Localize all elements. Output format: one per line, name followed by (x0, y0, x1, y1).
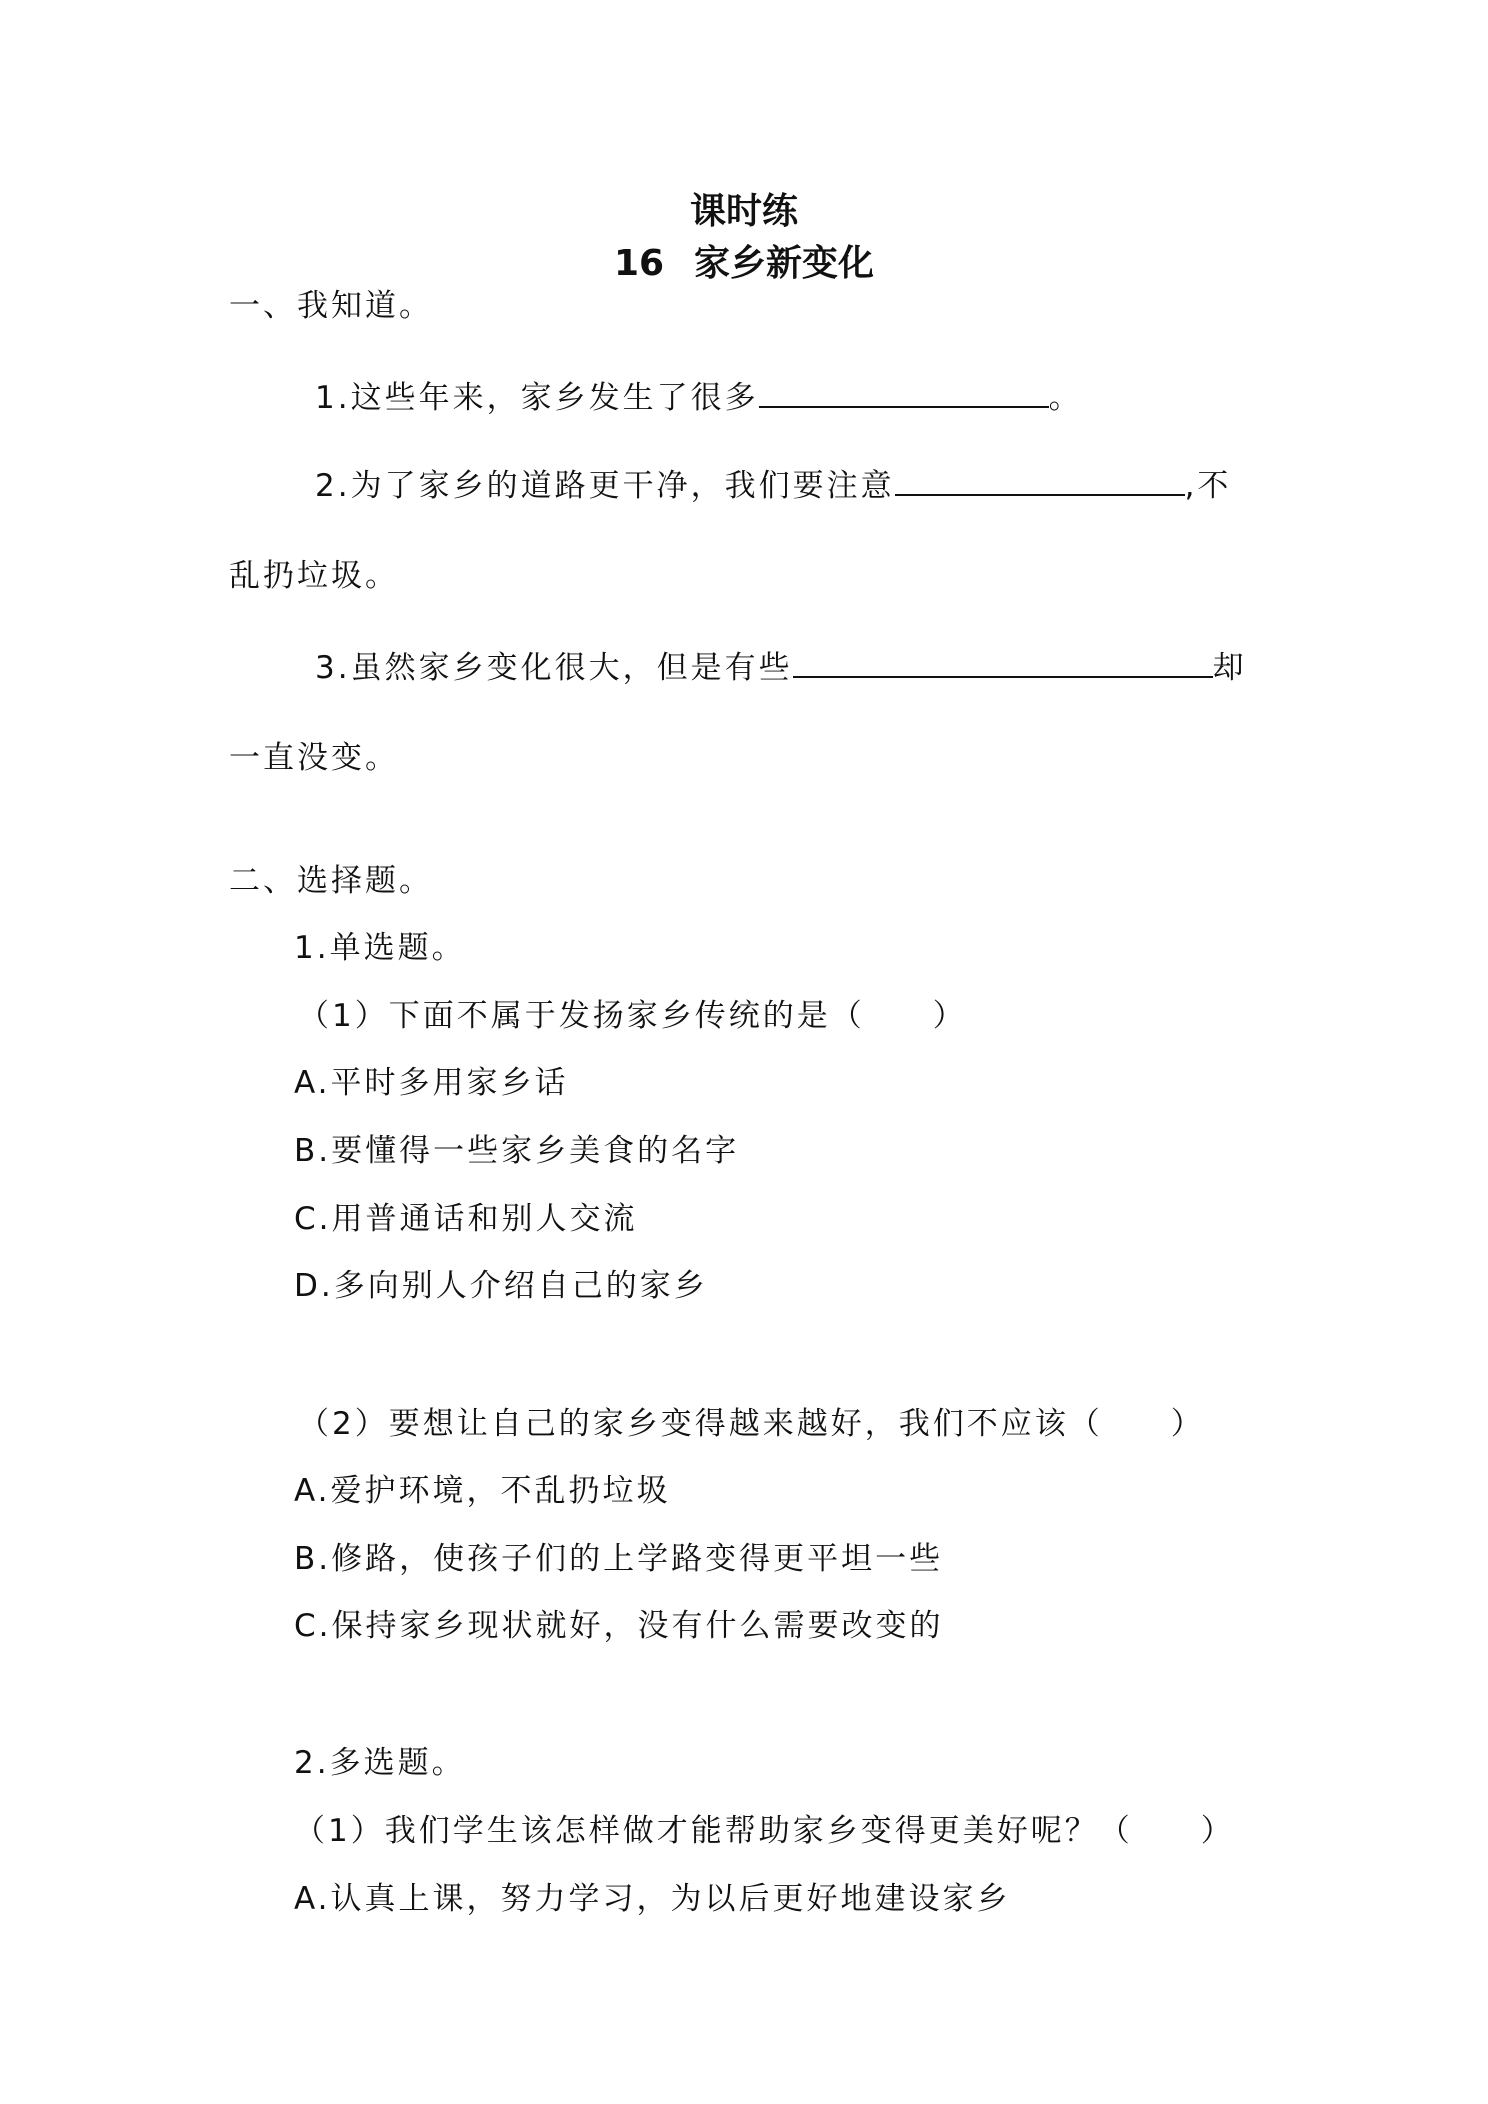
single-q1-option-b[interactable]: B.要懂得一些家乡美食的名字 (294, 1133, 740, 1169)
single-q1-option-d[interactable]: D.多向别人介绍自己的家乡 (294, 1268, 708, 1304)
answer-blank-2[interactable] (895, 466, 1185, 496)
lesson-title: 家乡新变化 (694, 243, 875, 284)
answer-blank-3[interactable] (793, 648, 1213, 678)
fill-question-3-text: 3.虽然家乡变化很大，但是有些 (315, 650, 793, 686)
fill-question-2 (315, 460, 1231, 505)
page-title: 课时练 (689, 191, 798, 232)
fill-question-1-text: 1.这些年来，家乡发生了很多 (315, 380, 759, 416)
fill-question-1 (315, 372, 1083, 417)
section-2-heading: 二、选择题。 (229, 863, 433, 899)
single-q1-option-c[interactable]: C.用普通话和别人交流 (294, 1201, 638, 1237)
fill-question-2-text: 2.为了家乡的道路更干净，我们要注意 (315, 468, 895, 504)
answer-blank-1[interactable] (759, 378, 1049, 408)
multi-q1-stem: （1）我们学生该怎样做才能帮助家乡变得更美好呢？（ ） (294, 1813, 1235, 1849)
single-q2-stem: （2）要想让自己的家乡变得越来越好，我们不应该（ ） (298, 1406, 1205, 1442)
fill-question-2-end: ,不 (1184, 468, 1232, 504)
fill-question-3 (315, 642, 1247, 687)
single-q2-option-c[interactable]: C.保持家乡现状就好，没有什么需要改变的 (294, 1608, 944, 1644)
multi-q1-option-a[interactable]: A.认真上课，努力学习，为以后更好地建设家乡 (294, 1881, 1011, 1917)
section-1-heading: 一、我知道。 (229, 288, 433, 324)
fill-question-3-continued: 一直没变。 (229, 740, 399, 776)
single-q1-option-a[interactable]: A.平时多用家乡话 (294, 1065, 569, 1101)
fill-question-1-end: 。 (1048, 380, 1083, 416)
multi-choice-label: 2.多选题。 (294, 1745, 466, 1781)
fill-question-3-end: 却 (1212, 650, 1247, 686)
single-q2-option-a[interactable]: A.爱护环境，不乱扔垃圾 (294, 1473, 671, 1509)
lesson-heading (0, 235, 1488, 286)
single-q2-option-b[interactable]: B.修路，使孩子们的上学路变得更平坦一些 (294, 1541, 944, 1577)
single-q1-stem: （1）下面不属于发扬家乡传统的是（ ） (298, 998, 967, 1034)
lesson-number: 16 (613, 243, 665, 284)
fill-question-2-continued: 乱扔垃圾。 (229, 558, 399, 594)
single-choice-label: 1.单选题。 (294, 930, 466, 966)
